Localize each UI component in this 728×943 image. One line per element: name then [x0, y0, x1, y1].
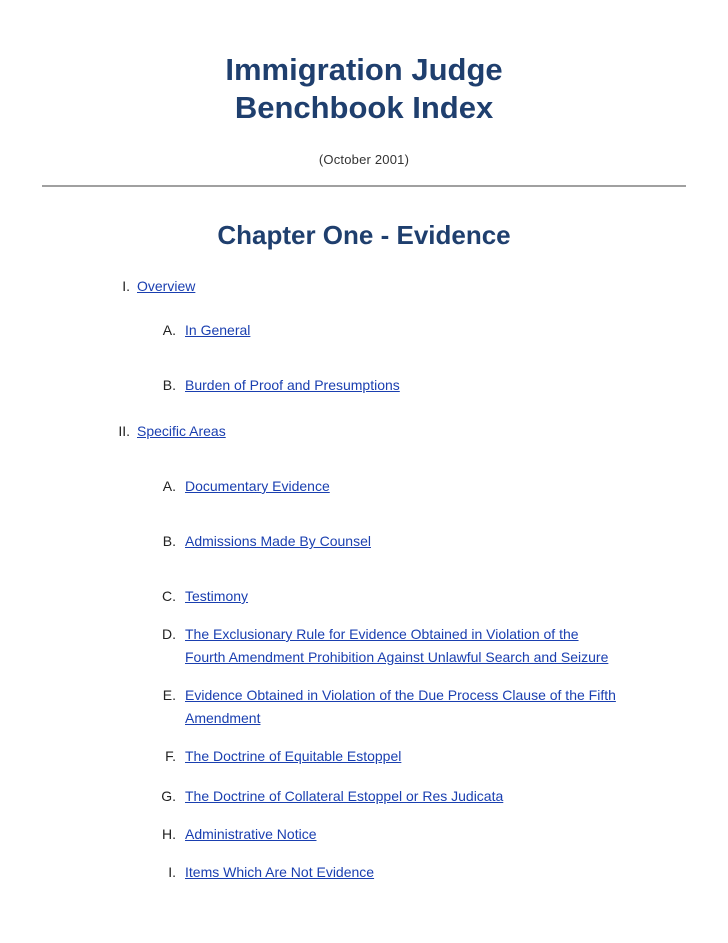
- item-marker: C.: [162, 588, 176, 604]
- toc-item-documentary-evidence: [0, 476, 728, 496]
- item-marker: E.: [162, 687, 176, 703]
- toc-link-exclusionary-rule-line-1[interactable]: The Exclusionary Rule for Evidence Obtained in Violation of the: [185, 626, 579, 642]
- chapter-title: Chapter One - Evidence: [217, 220, 511, 250]
- section-marker: I.: [122, 278, 130, 294]
- item-marker: H.: [162, 826, 176, 842]
- toc-item-in-general: [0, 320, 728, 340]
- item-marker: F.: [165, 748, 176, 764]
- toc-link-due-process-evidence-line-1[interactable]: Evidence Obtained in Violation of the Due Process Clause of the Fifth: [185, 687, 616, 703]
- toc-link-not-evidence[interactable]: Items Which Are Not Evidence: [185, 864, 375, 880]
- item-marker: A.: [162, 322, 176, 338]
- item-marker: G.: [161, 788, 176, 804]
- toc-link-administrative-notice[interactable]: Administrative Notice: [185, 826, 317, 842]
- toc-section-overview: [0, 276, 728, 296]
- toc-link-documentary-evidence[interactable]: Documentary Evidence: [185, 478, 330, 494]
- toc-link-due-process-evidence-line-2[interactable]: Amendment: [185, 710, 261, 726]
- toc-section-specific-areas: [0, 421, 728, 441]
- toc-item-burden-of-proof: [0, 375, 728, 395]
- item-marker: A.: [162, 478, 176, 494]
- toc-link-collateral-estoppel[interactable]: The Doctrine of Collateral Estoppel or Res Judicata: [185, 788, 504, 804]
- publication-date: (October 2001): [318, 152, 410, 167]
- item-marker: B.: [162, 533, 176, 549]
- toc-link-equitable-estoppel[interactable]: The Doctrine of Equitable Estoppel: [185, 748, 402, 764]
- toc-item-exclusionary-rule: [0, 624, 728, 666]
- toc-item-due-process-evidence: [0, 685, 728, 727]
- toc-item-collateral-estoppel: [0, 786, 728, 806]
- toc-item-not-evidence: [0, 862, 728, 882]
- toc-item-equitable-estoppel: [0, 746, 728, 766]
- toc-link-burden-of-proof[interactable]: Burden of Proof and Presumptions: [185, 377, 400, 393]
- toc-item-administrative-notice: [0, 824, 728, 844]
- item-marker: D.: [162, 626, 176, 642]
- page-title-line-2: Benchbook Index: [234, 90, 494, 125]
- item-marker: I.: [168, 864, 176, 880]
- toc-link-overview[interactable]: Overview: [137, 278, 196, 294]
- item-marker: B.: [162, 377, 176, 393]
- page-title-line-1: Immigration Judge: [225, 52, 503, 87]
- toc-link-admissions-by-counsel[interactable]: Admissions Made By Counsel: [185, 533, 371, 549]
- toc-link-exclusionary-rule-line-2[interactable]: Fourth Amendment Prohibition Against Unlawful Search and Seizure: [185, 649, 609, 665]
- toc-item-admissions-by-counsel: [0, 531, 728, 551]
- toc-link-specific-areas[interactable]: Specific Areas: [137, 423, 226, 439]
- toc-link-in-general[interactable]: In General: [185, 322, 251, 338]
- header-divider: [42, 185, 686, 187]
- section-marker: II.: [118, 423, 130, 439]
- toc-item-testimony: [0, 586, 728, 606]
- toc-link-testimony[interactable]: Testimony: [185, 588, 249, 604]
